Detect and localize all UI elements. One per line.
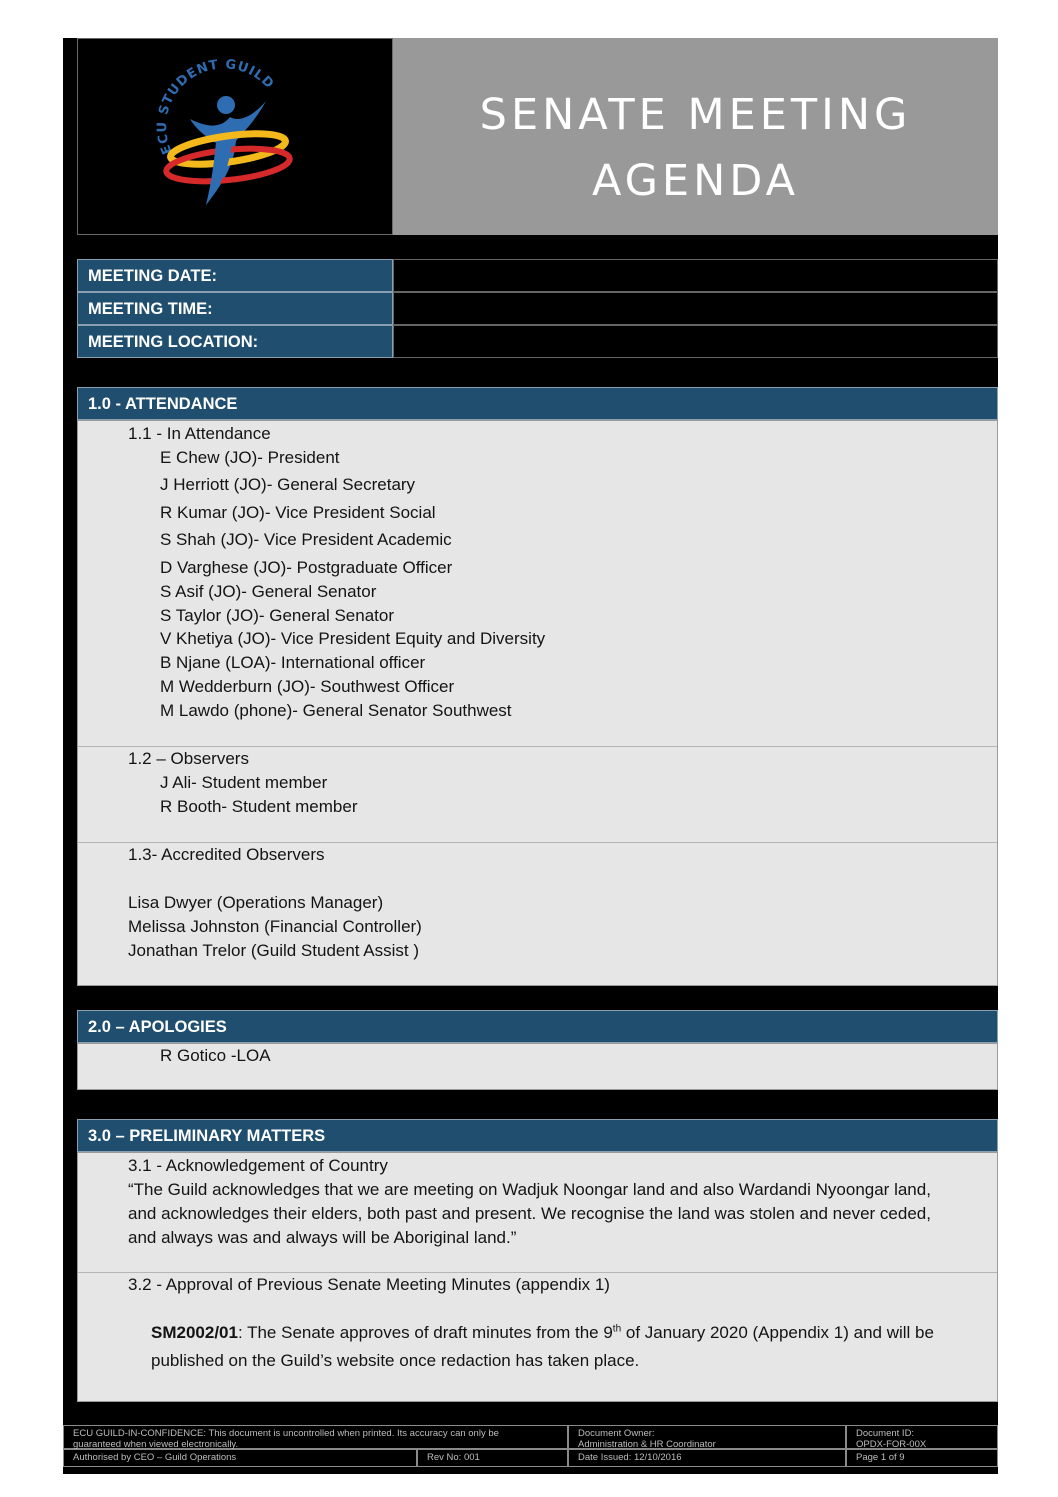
document-footer (63, 1425, 998, 1473)
meeting-date-label: MEETING DATE: (77, 259, 393, 292)
footer-confidential (63, 1425, 568, 1449)
meeting-location-label: MEETING LOCATION: (77, 325, 393, 358)
logo-panel (77, 38, 393, 235)
meeting-location-row (77, 325, 998, 358)
acknowledgement-text: and always was and always will be Aboriginal land.” (128, 1228, 517, 1247)
motion-id: SM2002/01 (151, 1323, 238, 1342)
observers-title: 1.2 – Observers (128, 749, 249, 768)
footer-owner (568, 1425, 846, 1449)
footer-authorised: Authorised by CEO – Guild Operations (63, 1449, 417, 1467)
footer-rev: Rev No: 001 (417, 1449, 568, 1467)
acknowledgement-text: “The Guild acknowledges that we are meeting on Wadjuk Noongar land and also Wardandi Nyoongar land, (128, 1180, 931, 1199)
divider (78, 746, 997, 747)
attendee: S Asif (JO)- General Senator (160, 582, 377, 601)
preliminary-heading: 3.0 – PRELIMINARY MATTERS (77, 1119, 998, 1152)
motion-superscript: th (612, 1323, 622, 1335)
document-header (77, 38, 998, 235)
svg-text:ECU STUDENT GUILD: ECU STUDENT GUILD (155, 57, 277, 157)
motion-line-2: published on the Guild’s website once redaction has taken place. (151, 1351, 640, 1370)
acknowledgement-title: 3.1 - Acknowledgement of Country (128, 1156, 388, 1175)
apologies-heading: 2.0 – APOLOGIES (77, 1010, 998, 1043)
footer-date-issued: Date Issued: 12/10/2016 (568, 1449, 846, 1467)
footer-confidential-line: guaranteed when viewed electronically. (73, 1439, 239, 1450)
attendee: R Kumar (JO)- Vice President Social (160, 503, 436, 522)
preliminary-body (77, 1152, 998, 1402)
minutes-title: 3.2 - Approval of Previous Senate Meeting Minutes (appendix 1) (128, 1275, 610, 1294)
attendee: D Varghese (JO)- Postgraduate Officer (160, 558, 453, 577)
apologies-body (77, 1043, 998, 1090)
title-line-1: SENATE MEETING (479, 90, 912, 140)
observer: R Booth- Student member (160, 797, 358, 816)
motion-line-1 (151, 1323, 934, 1343)
attendee: E Chew (JO)- President (160, 448, 340, 467)
meeting-time-row (77, 292, 998, 325)
footer-owner-value: Administration & HR Coordinator (578, 1439, 716, 1450)
footer-page: Page 1 of 9 (846, 1449, 998, 1467)
footer-confidential-line: ECU GUILD-IN-CONFIDENCE: This document is uncontrolled when printed. Its accuracy can only be (73, 1428, 499, 1439)
title-line-2: AGENDA (591, 156, 800, 206)
accredited-observer: Jonathan Trelor (Guild Student Assist ) (128, 941, 420, 960)
divider (78, 1272, 997, 1273)
footer-docid-label: Document ID: (856, 1428, 915, 1439)
title-panel (393, 38, 998, 235)
meeting-location-value (393, 325, 998, 358)
apology-item: R Gotico -LOA (160, 1046, 271, 1065)
attendee: S Shah (JO)- Vice President Academic (160, 530, 452, 549)
footer-owner-label: Document Owner: (578, 1428, 655, 1439)
meeting-date-row (77, 259, 998, 292)
footer-docid-value: OPDX-FOR-00X (856, 1439, 927, 1450)
attendee: B Njane (LOA)- International officer (160, 653, 426, 672)
attendee: S Taylor (JO)- General Senator (160, 606, 394, 625)
attendee: M Wedderburn (JO)- Southwest Officer (160, 677, 455, 696)
motion-text: : The Senate approves of draft minutes from the 9 (237, 1323, 613, 1342)
attendance-body (77, 420, 998, 986)
attendance-heading: 1.0 - ATTENDANCE (77, 387, 998, 420)
accredited-observer: Lisa Dwyer (Operations Manager) (128, 893, 384, 912)
motion-text: of January 2020 (Appendix 1) and will be (621, 1323, 934, 1342)
meeting-date-value (393, 259, 998, 292)
in-attendance-title: 1.1 - In Attendance (128, 424, 271, 443)
attendee: J Herriott (JO)- General Secretary (160, 475, 416, 494)
observer: J Ali- Student member (160, 773, 328, 792)
acknowledgement-text: and acknowledges their elders, both past and present. We recognise the land was stolen and never ceded, (128, 1204, 931, 1223)
attendee: M Lawdo (phone)- General Senator Southwest (160, 701, 512, 720)
divider (78, 842, 997, 843)
attendee: V Khetiya (JO)- Vice President Equity and Diversity (160, 629, 546, 648)
footer-docid (846, 1425, 998, 1449)
meeting-time-value (393, 292, 998, 325)
meeting-time-label: MEETING TIME: (77, 292, 393, 325)
accredited-observer: Melissa Johnston (Financial Controller) (128, 917, 422, 936)
accredited-title: 1.3- Accredited Observers (128, 845, 325, 864)
guild-logo-icon (150, 57, 300, 217)
